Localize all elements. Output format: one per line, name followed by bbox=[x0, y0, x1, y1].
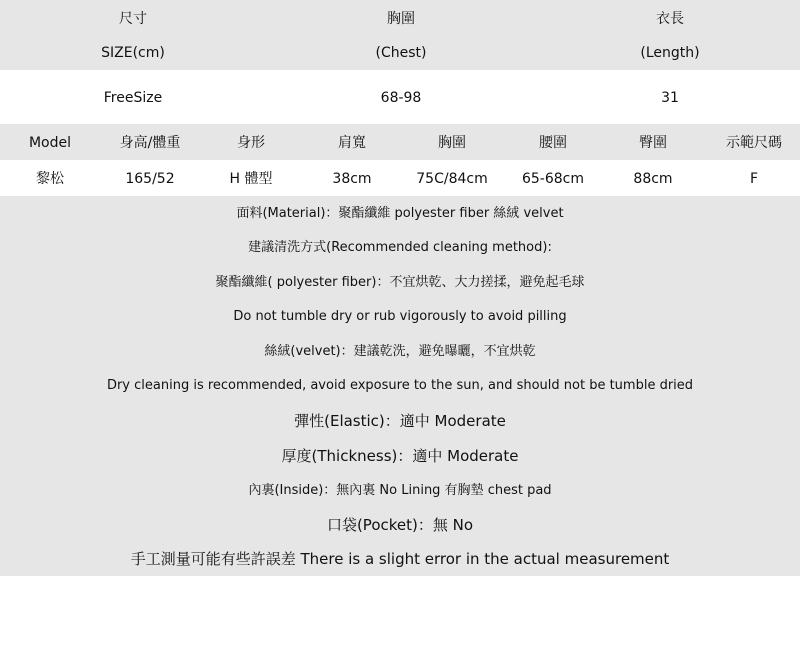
model-name: 黎松 bbox=[36, 171, 64, 187]
length-header-zh: 衣長 bbox=[656, 11, 684, 27]
model-height-weight: 165/52 bbox=[125, 171, 175, 187]
length-value: 31 bbox=[661, 90, 679, 106]
model-size-worn: F bbox=[749, 171, 759, 187]
model-header-height-weight: 身高/體重 bbox=[119, 135, 181, 151]
velvet-care-line: 絲絨(velvet)：建議乾洗，避免曝曬，不宜烘乾 bbox=[264, 344, 536, 359]
model-shoulder: 38cm bbox=[332, 171, 372, 187]
pocket-line: 口袋(Pocket)：無 No bbox=[326, 516, 474, 534]
polyester-care-line-en: Do not tumble dry or rub vigorously to avoid pilling bbox=[233, 309, 567, 324]
model-table-row bbox=[0, 160, 800, 196]
chest-header-zh: 胸圍 bbox=[387, 11, 415, 27]
cleaning-method-title: 建議清洗方式(Recommended cleaning method): bbox=[248, 240, 552, 255]
model-waist: 65-68cm bbox=[521, 171, 585, 187]
polyester-care-line: 聚酯纖維( polyester fiber)：不宜烘乾、大力搓揉，避免起毛球 bbox=[215, 275, 585, 290]
size-header-zh: 尺寸 bbox=[119, 11, 147, 27]
size-header-en: SIZE(cm) bbox=[101, 45, 165, 61]
model-hip: 88cm bbox=[633, 171, 673, 187]
model-header-waist: 腰圍 bbox=[539, 135, 567, 151]
length-header-en: (Length) bbox=[640, 45, 700, 61]
measurement-note: 手工測量可能有些許誤差 There is a slight error in the actual measurement bbox=[130, 550, 670, 568]
size-value: FreeSize bbox=[103, 90, 163, 106]
model-header-chest: 胸圍 bbox=[438, 135, 466, 151]
elastic-line: 彈性(Elastic)：適中 Moderate bbox=[294, 412, 506, 430]
model-header-shoulder: 肩寬 bbox=[338, 135, 366, 151]
model-header-model: Model bbox=[28, 135, 72, 151]
model-chest: 75C/84cm bbox=[416, 171, 488, 187]
model-header-body-shape: 身形 bbox=[237, 135, 265, 151]
model-header-size-worn: 示範尺碼 bbox=[726, 135, 782, 151]
chest-value: 68-98 bbox=[380, 90, 422, 106]
model-body-shape: H 體型 bbox=[229, 171, 273, 187]
model-header-hip: 臀圍 bbox=[639, 135, 667, 151]
chest-header-en: (Chest) bbox=[375, 45, 427, 61]
material-line: 面料(Material)：聚酯纖維 polyester fiber 絲絨 velvet bbox=[236, 206, 564, 221]
velvet-care-line-en: Dry cleaning is recommended, avoid exposure to the sun, and should not be tumble dried bbox=[106, 378, 694, 393]
inside-lining-line: 內裏(Inside)：無內裏 No Lining 有胸墊 chest pad bbox=[248, 483, 552, 498]
thickness-line: 厚度(Thickness)：適中 Moderate bbox=[281, 447, 519, 465]
